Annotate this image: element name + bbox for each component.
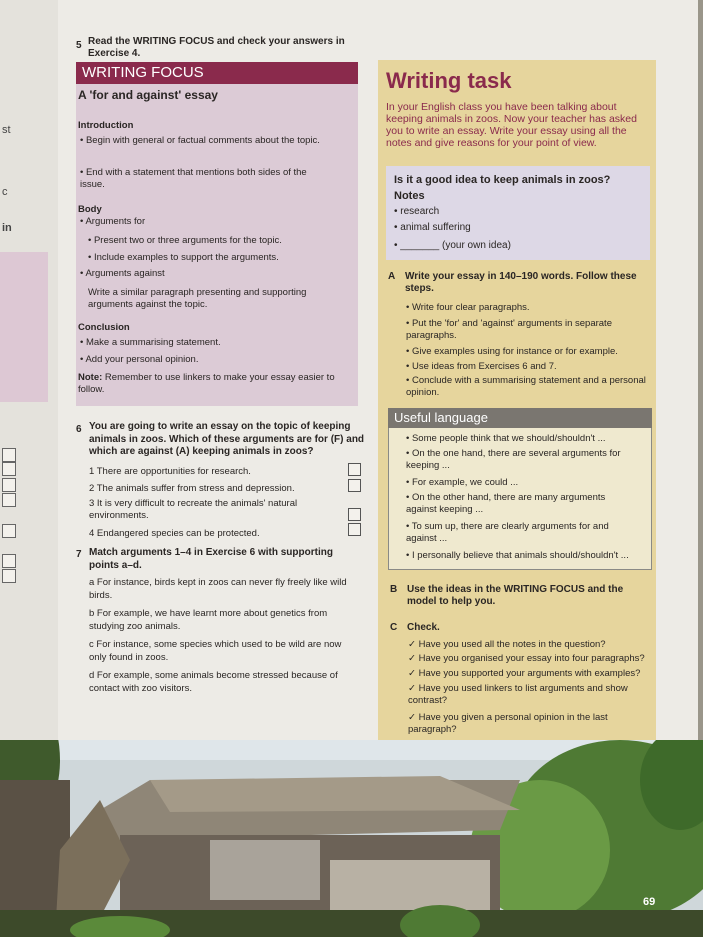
left-checkbox (2, 524, 16, 538)
ex6-item-1: 1 There are opportunities for research. (89, 466, 251, 477)
writing-task-title: Writing task (386, 68, 512, 93)
ex7-number: 7 (76, 549, 82, 560)
check-mark-icon: ✓ (408, 653, 416, 664)
left-fragment-2: c (2, 186, 8, 198)
useful-language-item: • On the one hand, there are several arguments for keeping ... (406, 448, 621, 471)
left-fragment-1: st (2, 124, 11, 136)
useful-language-item: • On the other hand, there are many arguments against keeping ... (406, 492, 606, 515)
task-c-text: Check. (407, 622, 440, 633)
task-a-item-1: • Write four clear paragraphs. (406, 302, 530, 313)
check-mark-icon: ✓ (408, 683, 416, 694)
conclusion-item-1: • Make a summarising statement. (80, 337, 221, 348)
answer-box[interactable] (348, 463, 361, 476)
intro-item-2: • End with a statement that mentions both sides of the issue. (80, 167, 307, 190)
ex6-item-2: 2 The animals suffer from stress and depression. (89, 483, 295, 494)
note: Note: Remember to use linkers to make your essay easier to follow. (78, 372, 335, 395)
page-number: 69 (643, 896, 656, 908)
arguments-for-label: • Arguments for (80, 216, 146, 227)
writing-focus-title: WRITING FOCUS (76, 62, 358, 84)
task-a-item-4: • Use ideas from Exercises 6 and 7. (406, 361, 557, 372)
task-a-label: A (388, 271, 396, 282)
left-checkbox (2, 493, 16, 507)
note-item-2: • animal suffering (394, 222, 471, 233)
left-checkbox (2, 448, 16, 462)
ex5-number: 5 (76, 40, 82, 51)
left-checkbox (2, 569, 16, 583)
for-item-1: • Present two or three arguments for the topic. (88, 235, 282, 246)
task-b-text: Use the ideas in the WRITING FOCUS and the model to help you. (407, 584, 624, 607)
ex7-instruction: Match arguments 1–4 in Exercise 6 with supporting points a–d. (89, 547, 333, 571)
notes-heading: Notes (394, 190, 425, 202)
answer-box[interactable] (348, 508, 361, 521)
ex7-item-c: c For instance, some species which used to be wild are now only found in zoos. (89, 639, 342, 663)
useful-language-item: • For example, we could ... (406, 477, 519, 488)
task-c-label: C (390, 622, 398, 633)
left-page-strip (0, 252, 48, 402)
left-fragment-3: in (2, 222, 12, 234)
arguments-against-label: • Arguments against (80, 268, 165, 279)
note-item-3: • _______ (your own idea) (394, 240, 511, 251)
check-item-5: ✓ Have you given a personal opinion in the last paragraph? (408, 712, 608, 735)
for-item-2: • Include examples to support the arguments. (88, 252, 279, 263)
ex7-item-d: d For example, some animals become stressed because of contact with zoo visitors. (89, 670, 338, 694)
ex6-item-3: 3 It is very difficult to recreate the animals' natural environments. (89, 498, 298, 521)
check-mark-icon: ✓ (408, 712, 416, 723)
answer-box[interactable] (348, 479, 361, 492)
check-item-4: ✓ Have you used linkers to list arguments and show contrast? (408, 683, 628, 706)
ex7-item-a: a For instance, birds kept in zoos can never fly freely like wild birds. (89, 577, 347, 601)
ex6-instruction: You are going to write an essay on the topic of keeping animals in zoos. Which of these arguments are for (F) and which are against (A) keeping animals in zoos? (89, 421, 365, 457)
check-mark-icon: ✓ (408, 668, 416, 679)
task-question: Is it a good idea to keep animals in zoos? (394, 174, 611, 186)
task-a-item-2: • Put the 'for' and 'against' arguments in separate paragraphs. (406, 318, 612, 341)
left-checkbox (2, 462, 16, 476)
writing-task-intro: In your English class you have been talking about keeping animals in zoos. Now your teacher has asked you to write an essay. Write your essay using all the notes and give reasons for your point of view. (386, 101, 637, 149)
check-item-2: ✓ Have you organised your essay into four paragraphs? (408, 653, 645, 664)
conclusion-item-2: • Add your personal opinion. (80, 354, 199, 365)
task-a-text: Write your essay in 140–190 words. Follow these steps. (405, 271, 637, 294)
ex6-number: 6 (76, 424, 82, 435)
task-b-label: B (390, 584, 398, 595)
conclusion-heading: Conclusion (78, 322, 130, 333)
task-a-item-3: • Give examples using for instance or for example. (406, 346, 618, 357)
left-checkbox (2, 478, 16, 492)
useful-language-item: • Some people think that we should/shouldn't ... (406, 433, 606, 444)
ex6-item-4: 4 Endangered species can be protected. (89, 528, 260, 539)
answer-box[interactable] (348, 523, 361, 536)
intro-item-1: • Begin with general or factual comments about the topic. (80, 135, 320, 146)
useful-language-item: • I personally believe that animals should/shouldn't ... (406, 550, 629, 561)
check-item-1: ✓ Have you used all the notes in the question? (408, 639, 606, 650)
ex5-instruction: Read the WRITING FOCUS and check your answers in Exercise 4. (88, 36, 345, 59)
note-item-1: • research (394, 206, 440, 217)
check-item-3: ✓ Have you supported your arguments with examples? (408, 668, 641, 679)
village-house-photo (0, 740, 703, 937)
against-text: Write a similar paragraph presenting and supporting arguments against the topic. (88, 287, 307, 310)
left-checkbox (2, 554, 16, 568)
writing-focus-subtitle: A 'for and against' essay (78, 88, 218, 102)
check-mark-icon: ✓ (408, 639, 416, 650)
task-a-item-5: • Conclude with a summarising statement and a personal opinion. (406, 375, 646, 398)
useful-language-title: Useful language (388, 408, 652, 428)
body-heading: Body (78, 204, 102, 215)
ex7-item-b: b For example, we have learnt more about genetics from studying zoo animals. (89, 608, 328, 632)
introduction-heading: Introduction (78, 120, 134, 131)
useful-language-item: • To sum up, there are clearly arguments for and against ... (406, 521, 609, 544)
